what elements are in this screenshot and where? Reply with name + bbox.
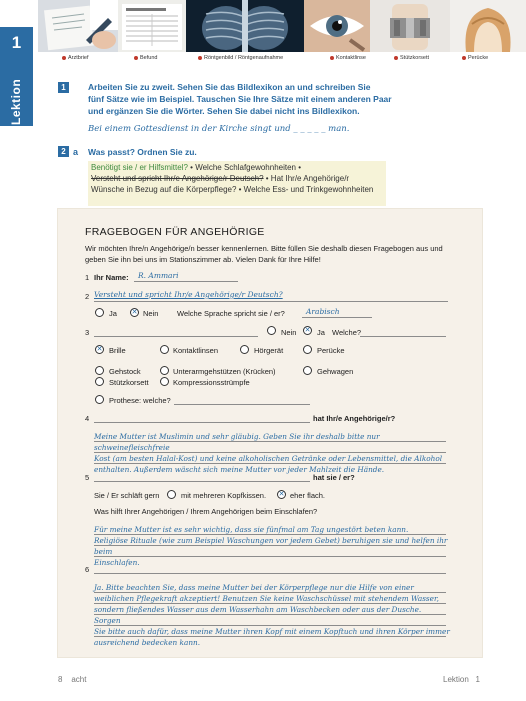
photo-support-corset <box>370 0 450 52</box>
q2-number: 2 <box>85 292 90 301</box>
exercise-2-instruction: Was passt? Ordnen Sie zu. <box>88 147 197 157</box>
q2-nein-radio-checked[interactable]: ✕ <box>131 309 138 316</box>
photo-medical-report <box>118 0 186 52</box>
q5-opt-flach: eher flach. <box>290 491 326 500</box>
q3-ja-label: Ja <box>317 328 325 337</box>
support-corset-image <box>370 0 450 52</box>
q3-hoergeraet-checkbox[interactable] <box>240 345 249 354</box>
q3-welche-line[interactable] <box>360 336 446 337</box>
q3-kontaktlinsen-checkbox[interactable] <box>160 345 169 354</box>
q3-item-kompression: Kompressionsstrümpfe <box>173 378 250 387</box>
exercise-1-number: 1 <box>58 82 69 93</box>
q3-gehwagen-checkbox[interactable] <box>303 366 312 375</box>
q6-question-line[interactable] <box>94 573 446 574</box>
photo-wig <box>450 0 526 52</box>
q3-stuetzkorsett-checkbox[interactable] <box>95 377 104 386</box>
caption-peruecke: Perücke <box>462 55 488 61</box>
q3-prothese-label: Prothese: welche? <box>109 396 171 405</box>
q3-item-hoergeraet: Hörgerät <box>254 346 284 355</box>
bullet-dot-icon <box>462 56 466 60</box>
q3-kompression-checkbox[interactable] <box>160 377 169 386</box>
question-options-box <box>88 161 386 206</box>
q2-ja-radio[interactable] <box>95 308 104 317</box>
q3-nein-label: Nein <box>281 328 297 337</box>
exercise-1-instruction: Arbeiten Sie zu zweit. Sehen Sie das Bildlexikon an und schreiben Sie fünf Sätze wie im Beispiel. Tauschen Sie Ihre Sätze mit einem anderen Paar und ergänzen Sie die Wörter. Sehen Sie dabei nicht ins Bildlexikon. <box>88 82 392 116</box>
q5-einschlafen-question: Was hilft Ihrer Angehörigen / Ihrem Angehörigen beim Einschlafen? <box>94 507 318 516</box>
q2-ja-label: Ja <box>109 309 117 318</box>
lesson-word: Lektion <box>9 78 23 125</box>
caption-kontaktlinse: Kontaktlinse <box>330 55 366 61</box>
exercise-2-number: 2 <box>58 146 69 157</box>
q2-question-answer: Versteht und spricht Ihr/e Angehörige/r Deutsch? <box>94 290 283 299</box>
q2-question-line[interactable] <box>94 301 448 302</box>
q5-kopfkissen-radio[interactable] <box>167 490 176 499</box>
q3-gehstock-checkbox[interactable] <box>95 366 104 375</box>
footer-page-number: 8 acht <box>58 675 87 684</box>
q6-answer: Ja. Bitte beachten Sie, dass meine Mutter bei der Körperpflege nur die Hilfe von einer weiblichen Pflegekraft akzeptiert! Benutzen Sie keine Waschschüssel mit stehendem Wasser, sondern fließendes Wasser aus dem Wasserhahn am Waschbecken oder aus der Dusche. Sorgen Sie bitte auch dafür, dass meine Mutter ihren Kopf mit einem Kopftuch und ihren Körper immer ausreichend bedecken kann. <box>94 583 450 647</box>
q3-brille-checkbox-checked[interactable]: ✕ <box>96 346 103 353</box>
q4-answer: Meine Mutter ist Muslimin und sehr gläubig. Geben Sie ihr deshalb bitte nur schweinefleischfreie Kost (am besten Halal-Kost) und keine alkoholischen Getränke oder Lebensmittel, die Alkohol enthalten. Außerdem wäscht sich meine Mutter vor jeder Mahlzeit die Hände. <box>94 432 443 474</box>
contact-lens-image <box>304 0 370 52</box>
picture-captions <box>38 55 526 65</box>
q1-answer-line[interactable] <box>134 281 238 282</box>
bullet-dot-icon <box>330 56 334 60</box>
q2-language-line[interactable] <box>302 317 372 318</box>
q2-nein-label: Nein <box>143 309 159 318</box>
q3-peruecke-checkbox[interactable] <box>303 345 312 354</box>
picture-dictionary-strip <box>38 0 526 52</box>
q1-answer: R. Ammari <box>138 271 179 280</box>
footer-lesson: Lektion 1 <box>443 675 480 684</box>
questionnaire-intro: Wir möchten Ihre/n Angehörige/n besser kennenlernen. Bitte füllen Sie deshalb diesen Fragebogen aus und geben Sie ihn bei uns im Stationszimmer ab. Vielen Dank für Ihre Hilfe! <box>85 244 443 264</box>
photo-doctor-writing-letter <box>38 0 118 52</box>
caption-stuetzkorsett: Stützkorsett <box>394 55 429 61</box>
exercise-2-sub-label: a <box>73 147 79 157</box>
bullet-dot-icon <box>134 56 138 60</box>
lesson-number: 1 <box>11 33 22 52</box>
q5-question-line[interactable] <box>94 481 310 482</box>
x-ray-image <box>186 0 304 52</box>
photo-contact-lens <box>304 0 370 52</box>
q3-item-stuetzkorsett: Stützkorsett <box>109 378 149 387</box>
q3-item-brille: Brille <box>109 346 126 355</box>
q3-kruecken-checkbox[interactable] <box>160 366 169 375</box>
q3-question-line[interactable] <box>94 336 258 337</box>
q4-question-line[interactable] <box>94 422 310 423</box>
question-line-3: Wünsche in Bezug auf die Körperpflege? • Welche Ess- und Trinkgewohnheiten <box>91 184 374 194</box>
q4-question-suffix: hat Ihr/e Angehörige/r? <box>313 414 396 423</box>
q3-item-gehstock: Gehstock <box>109 367 141 376</box>
bullet-dot-icon <box>198 56 202 60</box>
questionnaire-title: FRAGEBOGEN FÜR ANGEHÖRIGE <box>85 226 265 238</box>
bullet-dot-icon <box>62 56 66 60</box>
q6-number: 6 <box>85 565 90 574</box>
caption-befund: Befund <box>134 55 157 61</box>
caption-arztbrief: Arztbrief <box>62 55 88 61</box>
doctor-letter-image <box>38 0 118 52</box>
q3-prothese-line[interactable] <box>174 404 310 405</box>
q3-nein-radio[interactable] <box>267 326 276 335</box>
q5-number: 5 <box>85 473 90 482</box>
question-line-1: Benötigt sie / er Hilfsmittel? • Welche Schlafgewohnheiten • <box>91 163 302 172</box>
q3-prothese-checkbox[interactable] <box>95 395 104 404</box>
exercise-1-example: Bei einem Gottesdienst in der Kirche singt und _ _ _ _ _ man. <box>88 124 350 134</box>
medical-report-image <box>118 0 186 52</box>
q5-flach-radio-checked[interactable]: ✕ <box>278 491 285 498</box>
photo-x-ray <box>186 0 304 52</box>
q3-number: 3 <box>85 328 90 337</box>
q3-item-peruecke: Perücke <box>317 346 345 355</box>
q2-language-answer: Arabisch <box>306 307 340 316</box>
q1-number: 1 <box>85 273 90 282</box>
question-line-2: Versteht und spricht Ihr/e Angehörige/r Deutsch? • Hat Ihr/e Angehörige/r <box>91 173 350 183</box>
q5-opt-kopfkissen: mit mehreren Kopfkissen. <box>181 491 267 500</box>
q3-item-kontaktlinsen: Kontaktlinsen <box>173 346 219 355</box>
q5-sleep-label: Sie / Er schläft gern <box>94 491 160 500</box>
q2-language-label: Welche Sprache spricht sie / er? <box>177 309 285 318</box>
lesson-tab <box>0 27 33 126</box>
q3-ja-radio-checked[interactable]: ✕ <box>304 327 311 334</box>
q5-question-suffix: hat sie / er? <box>313 473 355 482</box>
wig-image <box>450 0 526 52</box>
caption-roentgenbild: Röntgenbild / Röntgenaufnahme <box>198 55 283 61</box>
q4-number: 4 <box>85 414 90 423</box>
q5-answer: Für meine Mutter ist es sehr wichtig, dass sie fünfmal am Tag ungestört beten kann. Religiöse Rituale (wie zum Beispiel Waschungen vor jedem Gebet) beruhigen sie und helfen ihr beim Einschlafen. <box>94 525 448 567</box>
q3-item-kruecken: Unterarmgehstützen (Krücken) <box>173 367 276 376</box>
bullet-dot-icon <box>394 56 398 60</box>
q3-welche-label: Welche? <box>332 328 362 337</box>
q1-label: Ihr Name: <box>94 273 129 282</box>
q3-item-gehwagen: Gehwagen <box>317 367 354 376</box>
